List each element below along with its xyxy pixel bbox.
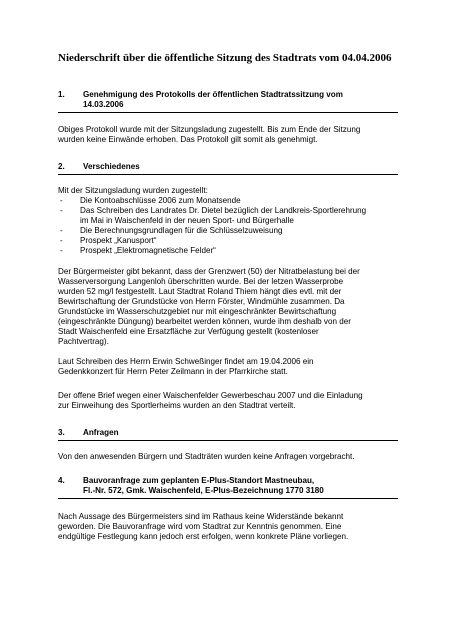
- section-4-heading: [58, 476, 398, 499]
- section-2-paragraph: Der offene Brief wegen einer Waischenfelder Gewerbeschau 2007 und die Einladung zur Einweihung des Sportlerheims wurden an den Stadtrat verteilt.: [58, 391, 363, 410]
- section-4-paragraph: Nach Aussage des Bürgermeisters sind im Rathaus keine Widerstände bekannt geworden. Die Bauvoranfrage wird vom Stadtrat zur Kenntnis genommen. Eine endgültige Festlegung kann jedoch erst erfolgen, wenn konkrete Pläne vorliegen.: [58, 512, 349, 541]
- list-item: - Das Schreiben des Landrates Dr. Dietel bezüglich der Landkreis-Sportlerehrung: [60, 206, 367, 215]
- section-2-intro: Mit der Sitzungsladung wurden zugestellt:: [58, 186, 208, 195]
- section-number: 1.: [58, 90, 65, 99]
- section-heading-line: Bauvoranfrage zum geplanten E-Plus-Standort Mastneubau,: [83, 476, 315, 485]
- section-heading-line: Fl.-Nr. 572, Gmk. Waischenfeld, E-Plus-Bezeichnung 1770 3180: [83, 486, 324, 495]
- section-heading-line: Genehmigung des Protokolls der öffentlichen Stadtratssitzung vom: [83, 90, 343, 99]
- list-item: im Mai in Waischenfeld in der neuen Sport- und Bürgerhalle: [80, 216, 294, 225]
- section-1-paragraph: Obiges Protokoll wurde mit der Sitzungsladung zugestellt. Bis zum Ende der Sitzung wurden keine Einwände erhoben. Das Protokoll gilt somit als genehmigt.: [58, 125, 361, 144]
- enclosures-list: [58, 196, 398, 256]
- list-item: - Die Kontoabschlüsse 2006 zum Monatsende: [60, 196, 241, 205]
- section-heading-line: 14.03.2006: [83, 100, 124, 109]
- list-item: - Prospekt „Elektromagnetische Felder“: [60, 246, 216, 255]
- section-number: 3.: [58, 428, 65, 437]
- section-number: 4.: [58, 476, 65, 485]
- section-number: 2.: [58, 162, 65, 171]
- document-title: Niederschrift über die öffentliche Sitzung des Stadtrats vom 04.04.2006: [58, 52, 392, 64]
- section-3-heading: [58, 428, 398, 441]
- list-item: - Prospekt „Kanusport“: [60, 236, 157, 245]
- section-heading: Anfragen: [83, 428, 119, 437]
- list-item: - Die Berechnungsgrundlagen für die Schlüsselzuweisung: [60, 226, 283, 235]
- section-3-paragraph: Von den anwesenden Bürgern und Stadträten wurden keine Anfragen vorgebracht.: [58, 452, 355, 461]
- section-2-paragraph: Laut Schreiben des Herrn Erwin Schweßinger findet am 19.04.2006 ein Gedenkkonzert für Herrn Peter Zeilmann in der Pfarrkirche statt.: [58, 357, 314, 376]
- section-heading: Verschiedenes: [83, 162, 140, 171]
- section-1-heading: [58, 90, 398, 113]
- section-2-heading: [58, 162, 398, 175]
- section-2-paragraph: Der Bürgermeister gibt bekannt, dass der Grenzwert (50) der Nitratbelastung bei der Wasserversorgung Langenloh überschritten wurde. Bei der letzen Wasserprobe wurden 52 mg/l festgestellt. Laut Stadtrat Roland Thiem hängt dies evtl. mit der Bewirtschaftung der Grundstücke von Herrn Förster, Windmühle zusammen. Da Grundstücke im Wasserschutzgebiet nur mit eingeschränkter Bewirtschaftung (eingeschränkte Düngung) bearbeitet werden können, wurde ihm deshalb von der Stadt Waischenfeld eine Ersatzfläche zur Verfügung gestellt (kostenloser Pachtvertrag).: [58, 267, 360, 346]
